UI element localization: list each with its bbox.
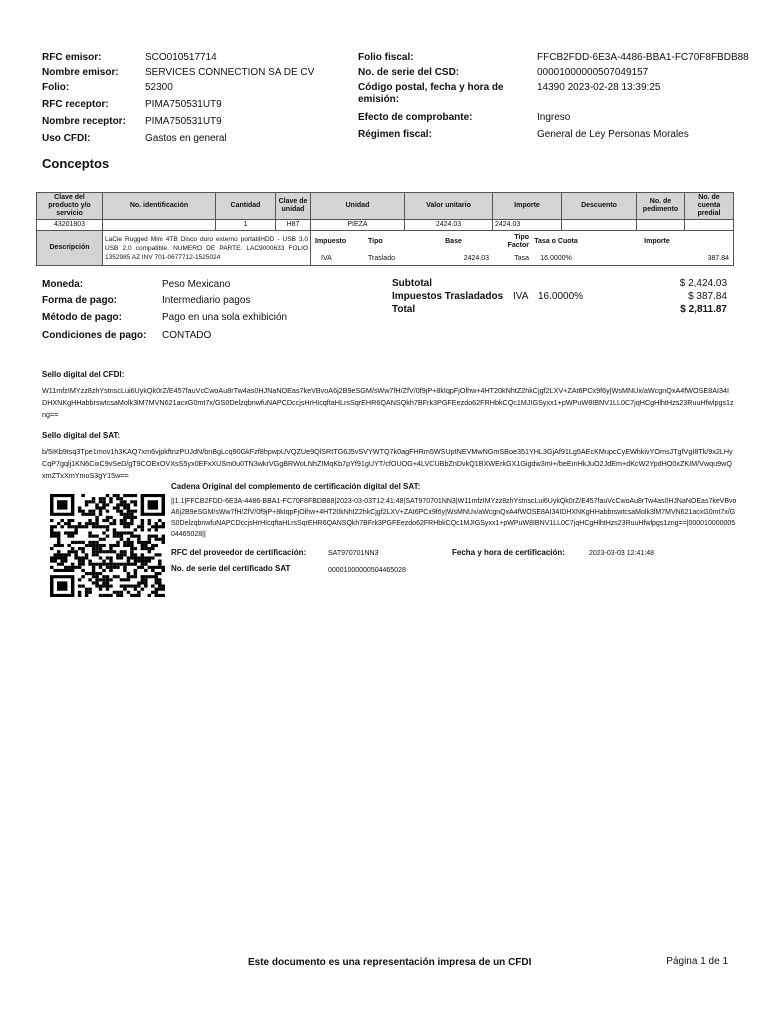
col-cuenta-predial: No. de cuenta predial bbox=[685, 193, 734, 220]
forma-pago-label: Forma de pago: bbox=[42, 295, 118, 306]
imp-importe: 387.84 bbox=[707, 255, 729, 262]
fecha-cert-value: 2023-03-03 12:41:48 bbox=[589, 550, 654, 557]
imp-base: 2424.03 bbox=[463, 255, 489, 262]
serie-csd-label: No. de serie del CSD: bbox=[358, 67, 460, 78]
imp-col-impuesto: Impuesto bbox=[315, 238, 347, 245]
serie-cert-label: No. de serie del certificado SAT bbox=[171, 564, 291, 573]
efecto-label: Efecto de comprobante: bbox=[358, 112, 473, 123]
cell-clave-unidad: H87 bbox=[276, 220, 311, 231]
total-label: Total bbox=[392, 304, 416, 315]
condiciones-label: Condiciones de pago: bbox=[42, 330, 147, 341]
col-clave-unidad: Clave de unidad bbox=[276, 193, 311, 220]
col-unidad: Unidad bbox=[311, 193, 405, 220]
impuestos-cell bbox=[311, 231, 734, 266]
conceptos-header-row bbox=[37, 193, 734, 220]
col-no-identificacion: No. identificación bbox=[103, 193, 216, 220]
uso-cfdi-label: Uso CFDI: bbox=[42, 133, 91, 144]
rfc-proveedor-label: RFC del proveedor de certificación: bbox=[171, 548, 307, 557]
cell-cantidad: 1 bbox=[216, 220, 276, 231]
sello-sat-label: Sello digital del SAT: bbox=[42, 431, 121, 440]
rfc-receptor-value: PIMA750531UT9 bbox=[145, 99, 222, 110]
col-clave-producto: Clave del producto y/o servicio bbox=[37, 193, 103, 220]
cell-unidad: PIEZA bbox=[311, 220, 405, 231]
descripcion-label: Descripción bbox=[37, 231, 103, 266]
sello-cfdi-label: Sello digital del CFDI: bbox=[42, 370, 125, 379]
cell-predial bbox=[685, 220, 734, 231]
rfc-emisor-value: SCO010517714 bbox=[145, 52, 217, 63]
col-descuento: Descuento bbox=[562, 193, 637, 220]
total-value: $ 2,811.87 bbox=[680, 304, 727, 315]
rfc-proveedor-value: SAT970701NN3 bbox=[328, 550, 379, 557]
cell-clave: 43201803 bbox=[37, 220, 103, 231]
rfc-emisor-label: RFC emisor: bbox=[42, 52, 102, 63]
folio-fiscal-value: FFCB2FDD-6E3A-4486-BBA1-FC70F8FBDB88 bbox=[537, 52, 749, 63]
descripcion-row bbox=[37, 231, 734, 266]
impuestos-label: Impuestos Trasladados bbox=[392, 291, 504, 302]
cp-fecha-label: Código postal, fecha y hora de emisión: bbox=[358, 82, 504, 105]
regimen-value: General de Ley Personas Morales bbox=[537, 129, 689, 140]
rfc-receptor-label: RFC receptor: bbox=[42, 99, 109, 110]
metodo-pago-value: Pago en una sola exhibición bbox=[162, 312, 288, 323]
cell-valor-unitario: 2424.03 bbox=[405, 220, 493, 231]
table-row bbox=[37, 220, 734, 231]
cell-descuento bbox=[562, 220, 637, 231]
page-number: Página 1 de 1 bbox=[666, 956, 728, 967]
imp-tasa: 16.0000% bbox=[540, 255, 572, 262]
nombre-receptor-label: Nombre receptor: bbox=[42, 116, 126, 127]
footer-note: Este documento es una representación impresa de un CFDI bbox=[248, 957, 532, 968]
col-cantidad: Cantidad bbox=[216, 193, 276, 220]
moneda-value: Peso Mexicano bbox=[162, 279, 231, 290]
imp-col-tipo: Tipo bbox=[368, 238, 383, 245]
imp-tipo-factor: Tasa bbox=[514, 255, 529, 262]
descripcion-text: LaCie Rugged Mini 4TB Disco duro externo portatilHDD - USB 3.0 USB 2.0 compatible. NUMERO DE PARTE: LAC9000633 FOLIO 1352985 AZ INV 701-0677712-1525024 bbox=[103, 231, 311, 266]
sello-sat-value: b/5IKb9tsq3Tpe1mov1h3KAQ7xm6vjpkftnzPUJdN/bnBgLcq90GkFzf8hpwpUVQZUe9QlSRtTG6J5vSVYWTQ7k0agFHRm5WSUptNEVMwNGmSBoe351YHL3GjAf91Lg5AEcKMupcCyEWhkivYOmsJTgfVgI8Tk/9x2LHyCqP7gqlj1KN6CixC9vSeD/gT9COExOVXsS5yx0EFxXUSm0u0TN3wkrVGgBRWoLNhZIMqKb7pYf91gUYT/cfOUOG+4LVCUBbZnDvkQ1BXWErkGX1Gigdw3mI+/beEmHkJuO2JdEm+dKcW2YpdHO0xZKIM/Vwqu9wQxmZTxXmYmoS3gY15w== bbox=[42, 447, 733, 480]
impuestos-tasa: 16.0000% bbox=[538, 291, 584, 302]
imp-col-tasa: Tasa o Cuota bbox=[534, 238, 578, 245]
conceptos-table bbox=[36, 192, 734, 266]
imp-tipo: Traslado bbox=[368, 255, 395, 262]
cell-importe: 2424.03 bbox=[493, 220, 562, 231]
forma-pago-value: Intermediario pagos bbox=[162, 295, 251, 306]
serie-cert-value: 00001000000504465028 bbox=[328, 567, 406, 574]
impuestos-value: $ 387.84 bbox=[688, 291, 727, 302]
fecha-cert-label: Fecha y hora de certificación: bbox=[452, 548, 565, 557]
moneda-label: Moneda: bbox=[42, 279, 84, 290]
col-pedimento: No. de pedimento bbox=[637, 193, 685, 220]
nombre-emisor-value: SERVICES CONNECTION SA DE CV bbox=[145, 67, 315, 78]
condiciones-value: CONTADO bbox=[162, 330, 212, 341]
uso-cfdi-value: Gastos en general bbox=[145, 133, 227, 144]
col-importe: Importe bbox=[493, 193, 562, 220]
serie-csd-value: 00001000000507049157 bbox=[537, 67, 649, 78]
conceptos-title: Conceptos bbox=[42, 156, 110, 171]
folio-value: 52300 bbox=[145, 82, 173, 93]
col-valor-unitario: Valor unitario bbox=[405, 193, 493, 220]
regimen-label: Régimen fiscal: bbox=[358, 129, 432, 140]
imp-col-base: Base bbox=[445, 238, 462, 245]
sello-cfdi-value: W11mfzIMYzz8zhYstnscLui6UykQk0rZ/E457fauVcCwoAu8rTw4as0HJNaNOEas7keVBvoA6j2B9eSGM/sWw7fH/ZfV/0f9jP+8kIqpFjOlhw+4HT20kNhtZ2hkCjgf2LXV+ZAt6PCx9f6y|WsMNUx/aWcgnQxA4fWOSE8AI34IDHXNKgHHabbrswtcsaMolk3lM7MVN621acxG0mt7x/GS0DelzqbnwfuNAPCDccjsHrHIcqftaHLrsSqrEHR6QANSQkh7BFrk3PGFEezdo62FRHbkCQc1MJIGSyxx1+pWPuW8IBNV1LL0C7jqHCgHlhtHzs23RuuHfwlpgs1zng== bbox=[42, 386, 734, 419]
imp-col-tipo-factor: Tipo Factor bbox=[507, 234, 529, 249]
imp-impuesto: IVA bbox=[321, 255, 332, 262]
efecto-value: Ingreso bbox=[537, 112, 571, 123]
nombre-receptor-value: PIMA750531UT9 bbox=[145, 116, 222, 127]
qr-code bbox=[50, 494, 165, 597]
cadena-label: Cadena Original del complemento de certificación digital del SAT: bbox=[171, 482, 421, 491]
nombre-emisor-label: Nombre emisor: bbox=[42, 67, 119, 78]
folio-label: Folio: bbox=[42, 82, 70, 93]
cell-no-ident bbox=[103, 220, 216, 231]
subtotal-label: Subtotal bbox=[392, 278, 432, 289]
metodo-pago-label: Método de pago: bbox=[42, 312, 122, 323]
impuestos-table bbox=[311, 231, 733, 265]
cadena-value: ||1.1|FFCB2FDD-6E3A-4486-BBA1-FC70F8FBDB88|2023-03-03T12:41:48|SAT970701NN3|W11mfzIMYzz8zhYstnscLui6UykQk0rZ/E457fauVcCwoAu8rTw4as0HJNaNOEas7keVBvoA6j2B9eSGM/sWw7fH/ZfV/0f9jP+8kIqpFjOlhw+4HT20kNhtZ2hkCjgf2LXV+ZAt6PCx9f6y|WsMNUx/aWcgnQxA4fWOSE8AI34IDHXNKgHHabbrswtcsaMolk3lM7MVN621acxG0mt7x/GS0DelzqbnwfuNAPCDccjsHrHIcqftaHLrsSqrEHR6QANSQkh7BFrk3PGFEezdo62FRHbkCQc1MJIGSyxx1+pWPuW8IBNV1LL0C7jqHCgHlhtHzs23RuuHfwlpgs1zng==|00001000000504465028|| bbox=[171, 498, 737, 538]
imp-col-importe: Importe bbox=[644, 238, 670, 245]
subtotal-value: $ 2,424.03 bbox=[679, 278, 727, 289]
cell-pedimento bbox=[637, 220, 685, 231]
folio-fiscal-label: Folio fiscal: bbox=[358, 52, 414, 63]
cp-fecha-value: 14390 2023-02-28 13:39:25 bbox=[537, 82, 661, 93]
impuestos-tipo: IVA bbox=[513, 291, 529, 302]
